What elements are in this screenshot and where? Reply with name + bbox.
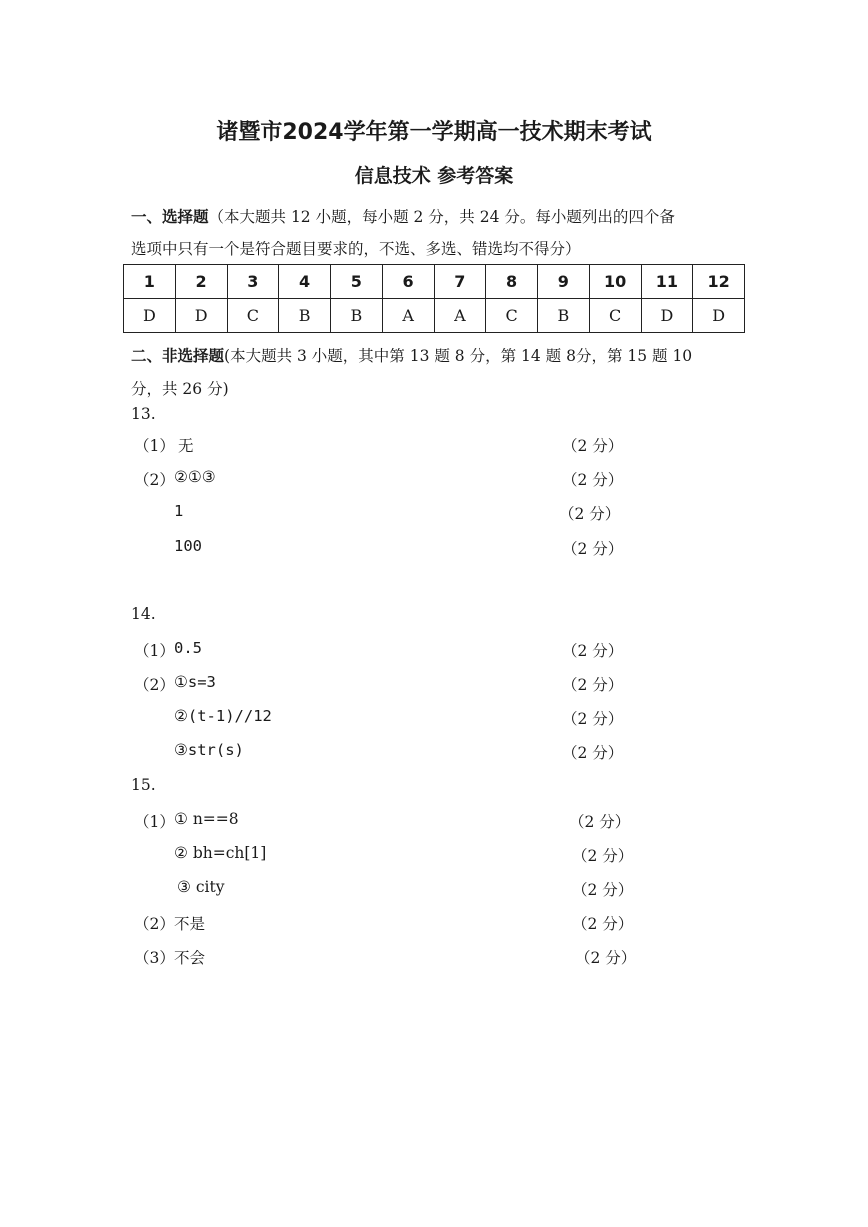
q14-line-1-prefix: （1） [134, 642, 175, 660]
q13-line-2-score: （2 分） [562, 471, 624, 489]
q14-line-4-score: （2 分） [562, 744, 624, 762]
answer-cell: B [331, 299, 383, 333]
answer-cell: D [641, 299, 693, 333]
section2-desc-line2: 分，共 26 分) [131, 380, 229, 398]
document-title: 诸暨市2024学年第一学期高一技术期末考试 [216, 120, 652, 145]
answer-cell: D [175, 299, 227, 333]
section1-intro [131, 205, 675, 227]
question-number-cell: 11 [641, 265, 693, 299]
q15-line-5-score: （2 分） [575, 949, 637, 967]
answer-table-answer-row [124, 299, 745, 333]
q13-line-1-answer: 无 [178, 437, 194, 455]
answer-cell: C [589, 299, 641, 333]
answer-cell: D [693, 299, 745, 333]
q14-label: 14. [131, 605, 156, 623]
question-number-cell: 9 [538, 265, 590, 299]
question-number-cell: 8 [486, 265, 538, 299]
q15-line-1-score: （2 分） [569, 813, 631, 831]
question-number-cell: 1 [124, 265, 176, 299]
q14-line-2-answer: ①s=3 [174, 673, 216, 691]
q13-line-2-prefix: （2） [134, 471, 175, 489]
q15-line-3-answer: ③ city [177, 878, 225, 896]
q13-line-2-answer: ②①③ [174, 468, 216, 486]
answer-cell: C [227, 299, 279, 333]
document-subtitle: 信息技术 参考答案 [354, 165, 514, 187]
section1-heading: 一、选择题 [131, 208, 209, 226]
q15-line-4-score: （2 分） [572, 915, 634, 933]
q14-line-3-score: （2 分） [562, 710, 624, 728]
q15-line-5-prefix: （3） [134, 949, 175, 967]
q14-line-1-score: （2 分） [562, 642, 624, 660]
q15-line-1-prefix: （1） [134, 813, 175, 831]
question-number-cell: 3 [227, 265, 279, 299]
answer-cell: D [124, 299, 176, 333]
answer-cell: B [279, 299, 331, 333]
q15-line-3-score: （2 分） [572, 881, 634, 899]
question-number-cell: 12 [693, 265, 745, 299]
q15-line-5-answer: 不会 [174, 949, 206, 967]
answer-cell: B [538, 299, 590, 333]
q13-line-3-answer: 1 [174, 502, 184, 520]
question-number-cell: 6 [382, 265, 434, 299]
q15-label: 15. [131, 776, 156, 794]
answer-table-number-row [124, 265, 745, 299]
answer-cell: A [382, 299, 434, 333]
answer-cell: A [434, 299, 486, 333]
section2-heading: 二、非选择题 [131, 347, 225, 365]
q14-line-4-answer: ③str(s) [174, 741, 244, 759]
q13-line-3-score: （2 分） [559, 505, 621, 523]
q13-line-1-prefix: （1） [134, 437, 175, 455]
q13-line-1-score: （2 分） [562, 437, 624, 455]
q14-line-2-prefix: （2） [134, 676, 175, 694]
q15-line-2-answer: ② bh=ch[1] [174, 844, 267, 862]
question-number-cell: 7 [434, 265, 486, 299]
section2-desc-line1: (本大题共 3 小题，其中第 13 题 8 分，第 14 题 8分，第 15 题 10 [224, 347, 693, 365]
question-number-cell: 2 [175, 265, 227, 299]
section1-desc-line1: （本大题共 12 小题，每小题 2 分，共 24 分。每小题列出的四个备 [208, 208, 675, 226]
answer-table [123, 264, 745, 333]
q15-line-1-answer: ① n==8 [174, 810, 239, 828]
q13-line-4-answer: 100 [174, 537, 202, 555]
q15-line-2-score: （2 分） [572, 847, 634, 865]
section2-intro [131, 344, 692, 366]
q15-line-4-prefix: （2） [134, 915, 175, 933]
q13-label: 13. [131, 405, 156, 423]
question-number-cell: 4 [279, 265, 331, 299]
question-number-cell: 10 [589, 265, 641, 299]
q13-line-4-score: （2 分） [562, 540, 624, 558]
question-number-cell: 5 [331, 265, 383, 299]
q14-line-3-answer: ②(t-1)//12 [174, 707, 272, 725]
q14-line-2-score: （2 分） [562, 676, 624, 694]
section1-desc-line2: 选项中只有一个是符合题目要求的，不选、多选、错选均不得分） [131, 240, 581, 258]
q14-line-1-answer: 0.5 [174, 639, 202, 657]
answer-cell: C [486, 299, 538, 333]
q15-line-4-answer: 不是 [174, 915, 206, 933]
